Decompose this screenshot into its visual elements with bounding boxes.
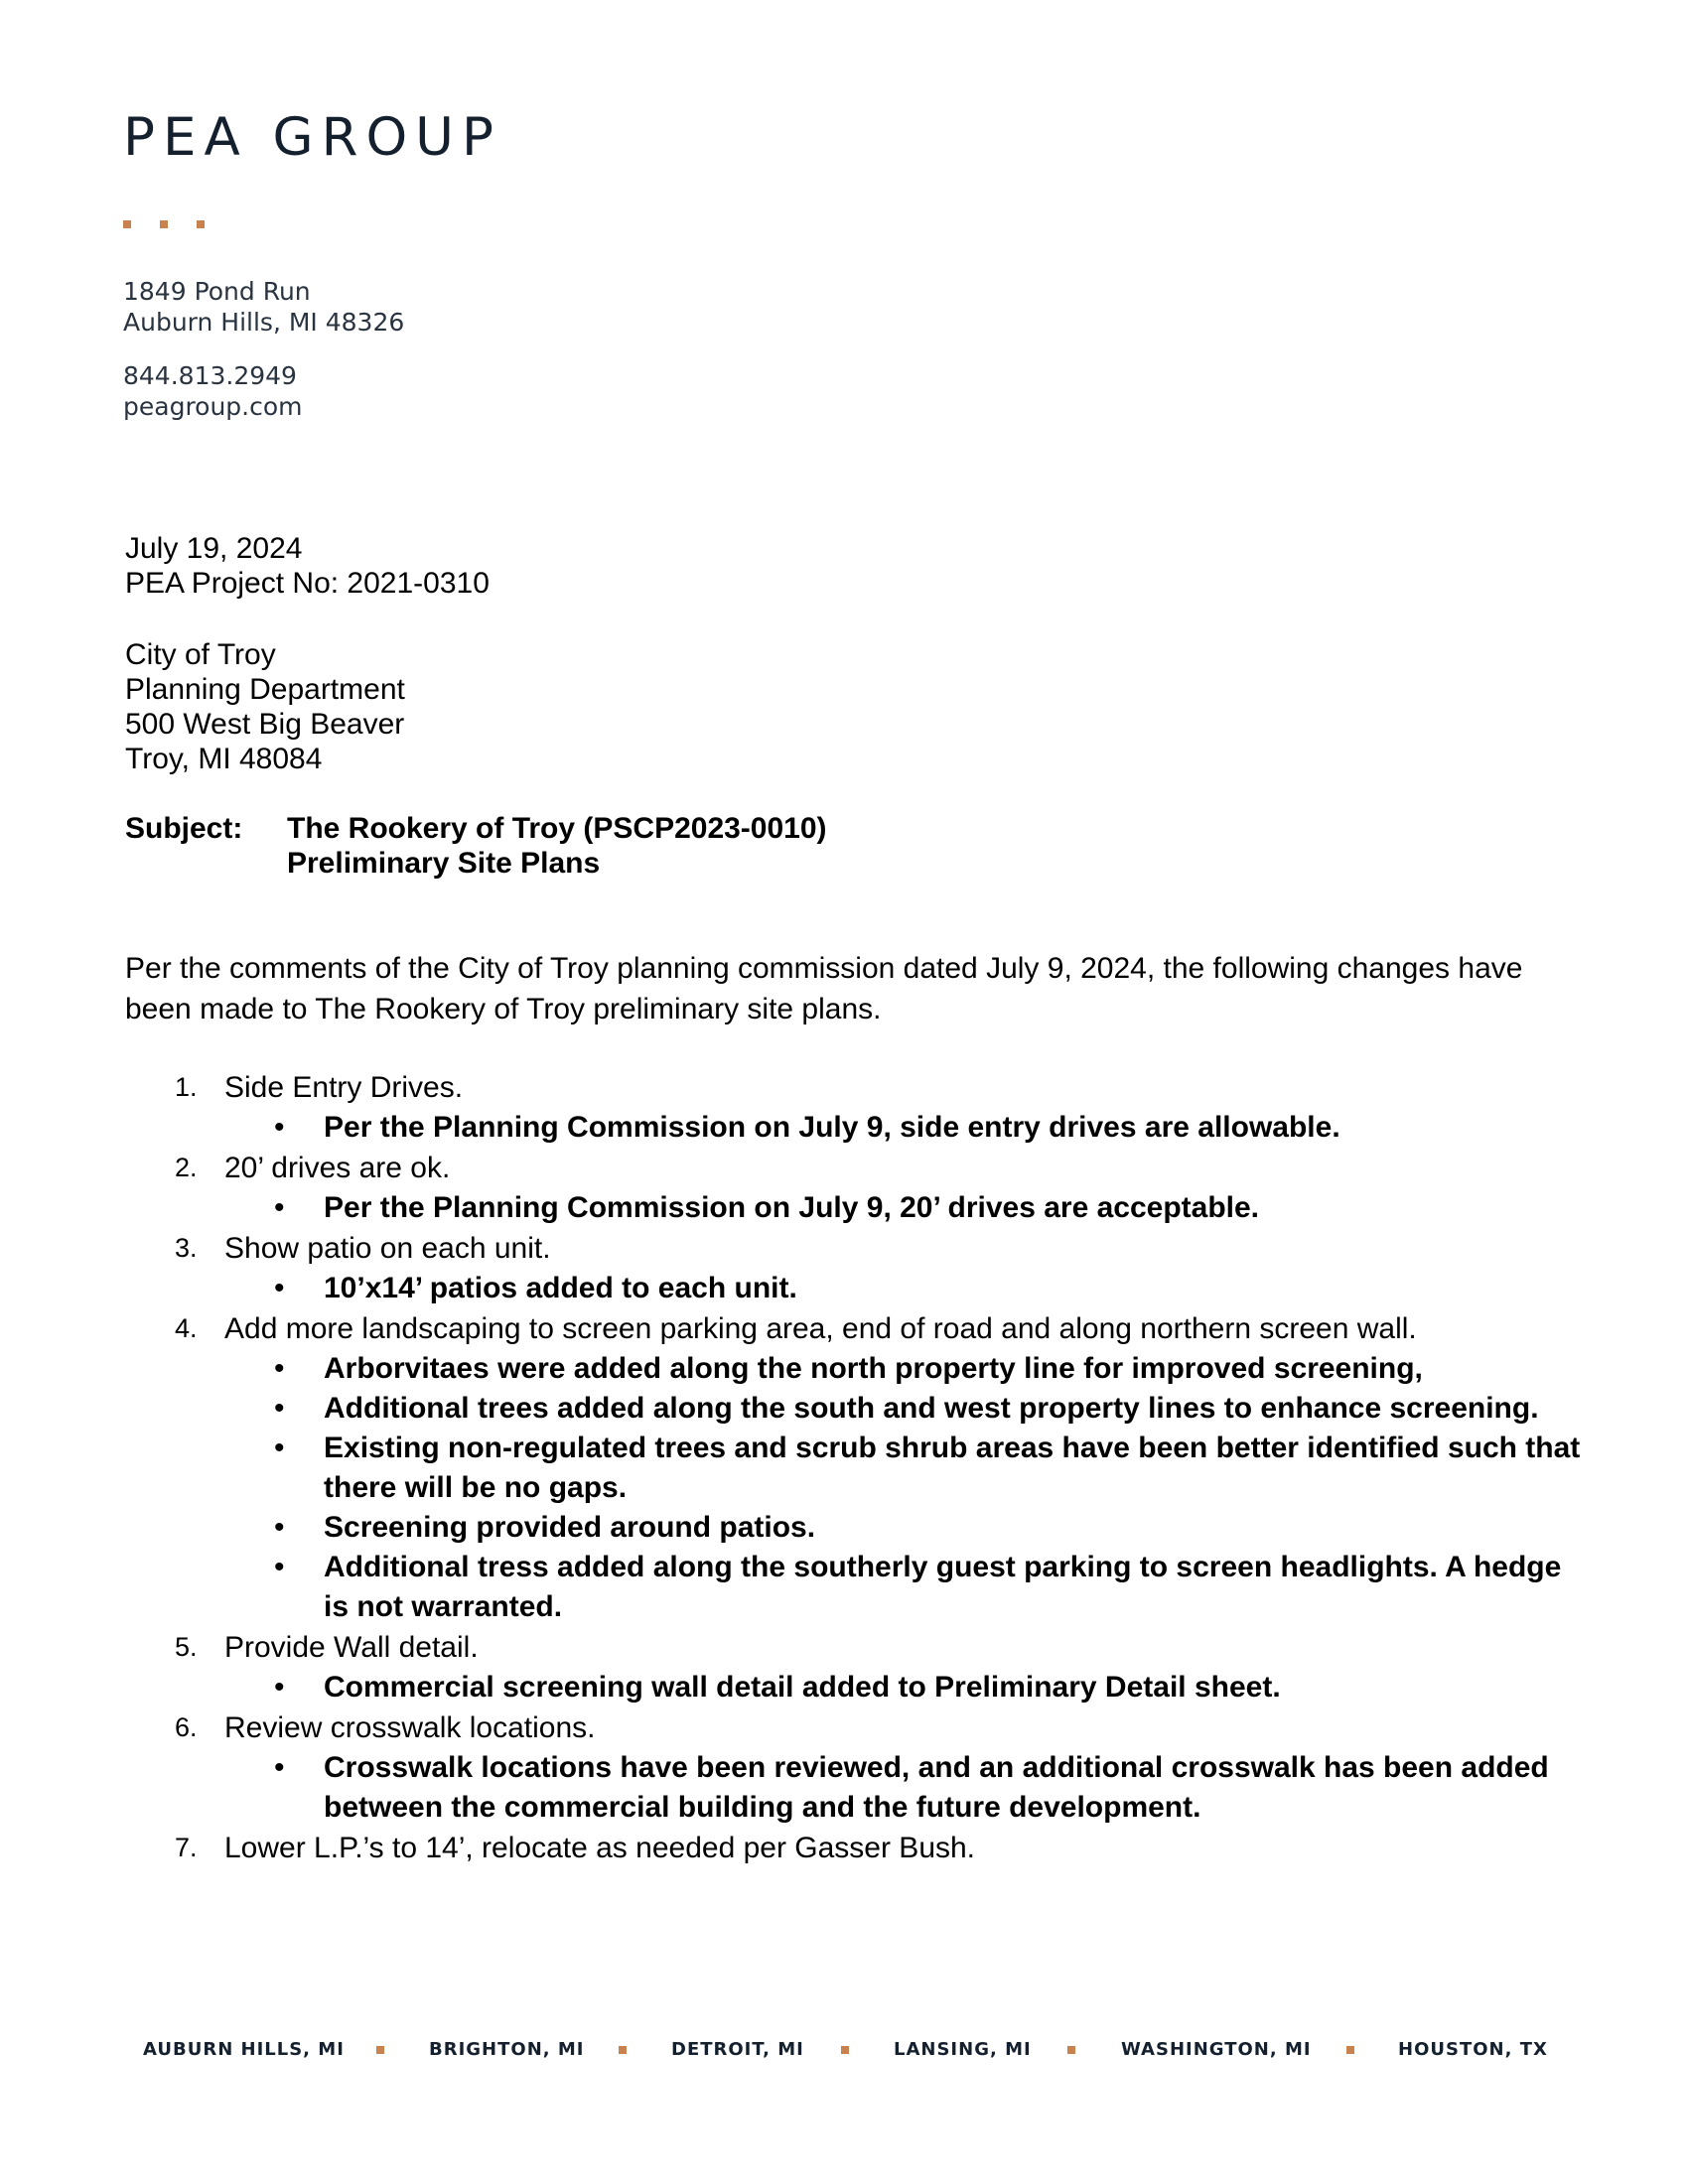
footer-city: WASHINGTON, MI [1121,2039,1312,2060]
response-item [0,1548,1688,1627]
list-item [0,1148,1688,1228]
company-phone: 844.813.2949 [123,361,297,390]
footer-separator [376,2046,384,2054]
logo-accent-dots [123,220,212,228]
response-text: Additional tress added along the southerly guest parking to screen headlights. A hedge is not warranted. [324,1551,1562,1623]
list-item-number: 1. [175,1072,198,1102]
accent-dot [197,220,205,228]
response-list [0,1108,1688,1148]
response-item [0,1108,1688,1148]
list-item-comment [0,1228,1688,1269]
response-list [0,1349,1688,1627]
list-item [0,1228,1688,1308]
list-item-text: Show patio on each unit. [224,1232,551,1265]
list-item-number: 3. [175,1233,198,1263]
bullet-icon: • [274,1392,285,1425]
list-item-text: 20’ drives are ok. [224,1152,451,1184]
footer-separator [1346,2046,1354,2054]
bullet-icon: • [274,1551,285,1583]
response-list [0,1668,1688,1707]
footer-city: DETROIT, MI [671,2039,804,2060]
response-list [0,1748,1688,1828]
response-text: Existing non-regulated trees and scrub shrub areas have been better identified such that there will be no gaps. [324,1432,1581,1504]
bullet-icon: • [274,1191,285,1224]
list-item [0,1828,1688,1868]
footer-city: HOUSTON, TX [1398,2039,1548,2060]
list-item-number: 7. [175,1833,198,1862]
response-text: 10’x14’ patios added to each unit. [324,1272,797,1304]
list-item [0,1707,1688,1828]
recipient-line: 500 West Big Beaver [125,708,405,741]
footer-city: AUBURN HILLS, MI [143,2039,345,2060]
company-website: peagroup.com [123,392,303,421]
company-address [123,276,404,338]
footer-separator [619,2046,627,2054]
response-item [0,1748,1688,1828]
subject-line: The Rookery of Troy (PSCP2023-0010) [287,812,827,845]
list-item-comment [0,1627,1688,1668]
comment-list [0,1067,1688,1868]
list-item-text: Side Entry Drives. [224,1071,464,1104]
response-item [0,1389,1688,1429]
recipient-line: Planning Department [125,673,405,706]
address-line: 1849 Pond Run [123,277,311,306]
response-item [0,1508,1688,1548]
list-item-number: 2. [175,1153,198,1182]
footer-city: LANSING, MI [894,2039,1032,2060]
recipient-line: City of Troy [125,638,276,671]
bullet-icon: • [274,1751,285,1784]
response-text: Screening provided around patios. [324,1511,816,1544]
bullet-icon: • [274,1352,285,1385]
response-item [0,1429,1688,1508]
intro-paragraph: Per the comments of the City of Troy planning commission dated July 9, 2024, the following changes have been made to The Rookery of Troy preliminary site plans. [125,952,1523,1025]
response-item [0,1188,1688,1228]
list-item-number: 5. [175,1632,198,1662]
list-item-text: Review crosswalk locations. [224,1711,596,1744]
response-text: Arborvitaes were added along the north property line for improved screening, [324,1352,1423,1385]
response-text: Per the Planning Commission on July 9, 20’ drives are acceptable. [324,1191,1260,1224]
response-text: Crosswalk locations have been reviewed, and an additional crosswalk has been added between the commercial building and the future development. [324,1751,1549,1824]
project-number: PEA Project No: 2021-0310 [125,567,490,600]
letter-date: July 19, 2024 [125,532,303,565]
list-item-comment [0,1067,1688,1108]
response-item [0,1269,1688,1308]
response-list [0,1188,1688,1228]
list-item-comment [0,1308,1688,1349]
list-item-comment [0,1148,1688,1188]
list-item-number: 4. [175,1313,198,1343]
company-contact [123,360,303,422]
company-logo: PEA GROUP [123,107,501,168]
footer-separator [841,2046,849,2054]
list-item [0,1067,1688,1148]
response-item [0,1668,1688,1707]
bullet-icon: • [274,1511,285,1544]
bullet-icon: • [274,1671,285,1704]
response-list [0,1269,1688,1308]
list-item-number: 6. [175,1712,198,1742]
bullet-icon: • [274,1272,285,1304]
list-item [0,1308,1688,1627]
recipient-line: Troy, MI 48084 [125,743,323,775]
subject-label: Subject: [125,812,243,845]
subject-line: Preliminary Site Plans [287,847,601,880]
list-item-text: Lower L.P.’s to 14’, relocate as needed per Gasser Bush. [224,1832,976,1864]
list-item-comment [0,1828,1688,1868]
list-item [0,1627,1688,1707]
accent-dot [123,220,131,228]
response-text: Commercial screening wall detail added to Preliminary Detail sheet. [324,1671,1281,1704]
bullet-icon: • [274,1111,285,1144]
footer-locations [0,2035,1688,2065]
footer-city: BRIGHTON, MI [429,2039,585,2060]
accent-dot [160,220,168,228]
bullet-icon: • [274,1432,285,1464]
subject-text [287,811,827,881]
response-text: Per the Planning Commission on July 9, side entry drives are allowable. [324,1111,1340,1144]
list-item-text: Add more landscaping to screen parking area, end of road and along northern screen wall. [224,1312,1417,1345]
footer-separator [1067,2046,1075,2054]
response-item [0,1349,1688,1389]
response-text: Additional trees added along the south and west property lines to enhance screening. [324,1392,1539,1425]
list-item-text: Provide Wall detail. [224,1631,479,1664]
address-line: Auburn Hills, MI 48326 [123,308,405,337]
list-item-comment [0,1707,1688,1748]
